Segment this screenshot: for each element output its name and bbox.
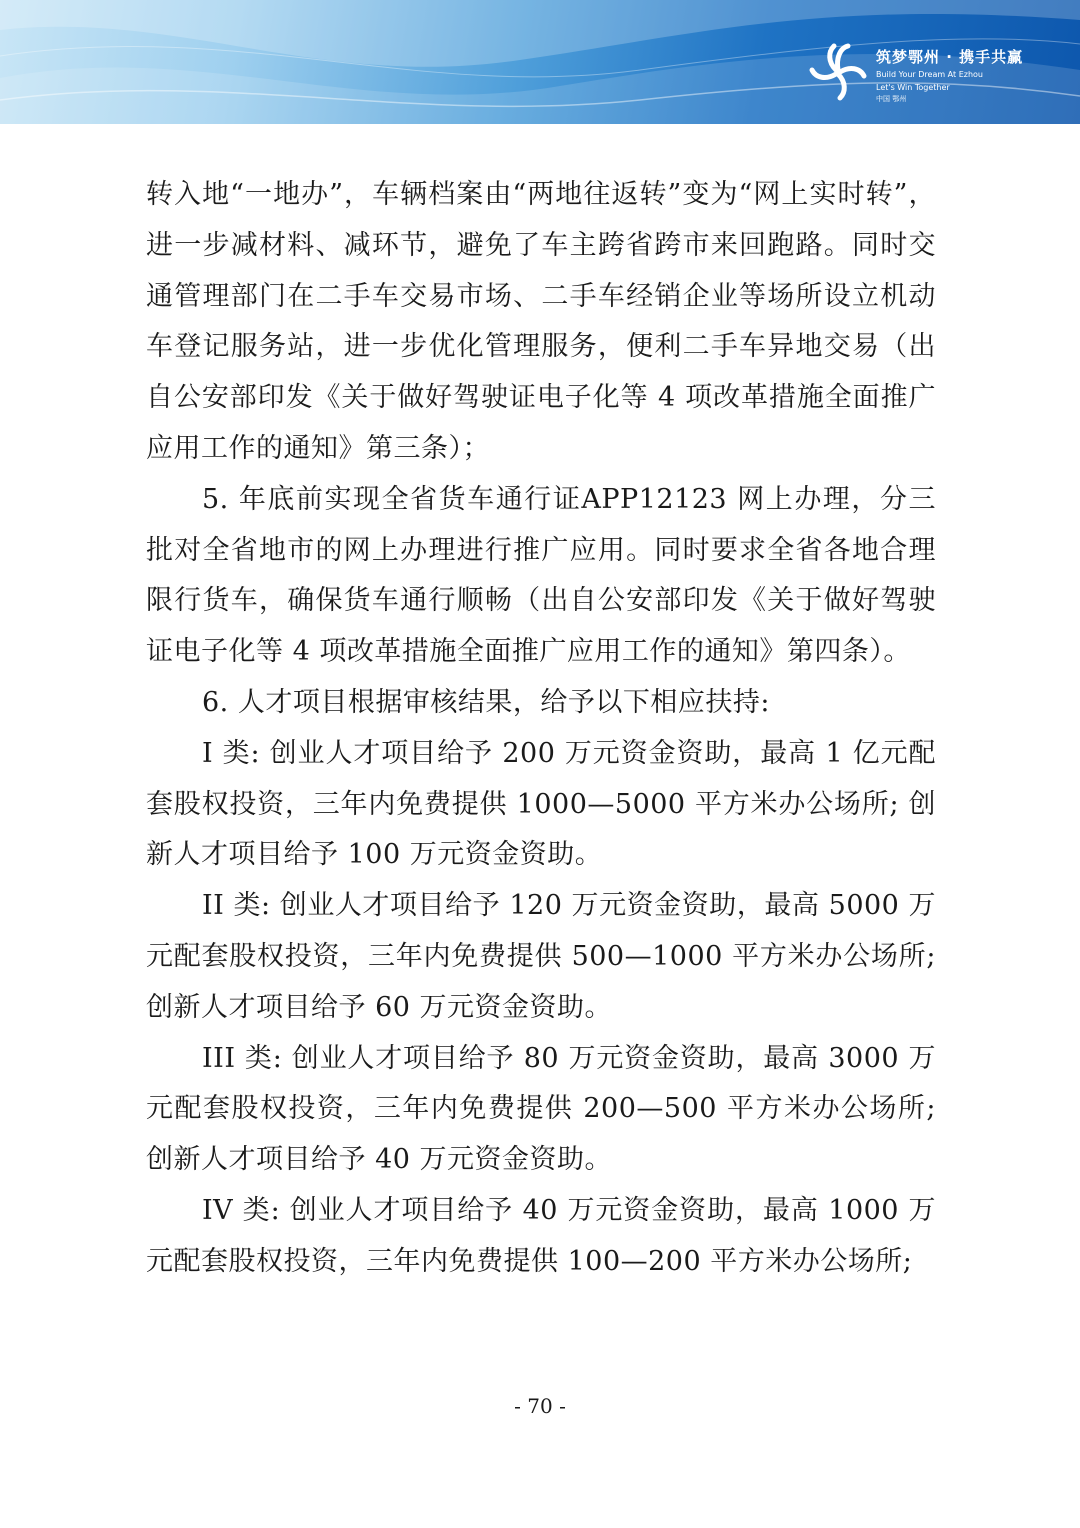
paragraph-class-iv: IV 类: 创业人才项目给予 40 万元资金资助，最高 1000 万元配套股权投资，三年内免费提供 100—200 平方米办公场所;	[146, 1194, 936, 1277]
paragraph-class-iii: III 类: 创业人才项目给予 80 万元资金资助，最高 3000 万元配套股权投资，三年内免费提供 200—500 平方米办公场所; 创新人才项目给予 40 万元资金资助。	[146, 1042, 936, 1176]
header-banner	[0, 0, 1080, 124]
paragraph-continuation: 转入地“一地办”，车辆档案由“两地往返转”变为“网上实时转”，进一步减材料、减环节，避免了车主跨省跨市来回跑路。同时交通管理部门在二手车交易市场、二手车经销企业等场所设立机动车登记服务站，进一步优化管理服务，便利二手车异地交易（出自公安部印发《关于做好驾驶证电子化等 4 项改革措施全面推广应用工作的通知》第三条）；	[146, 179, 936, 464]
logo-text-block	[876, 46, 1023, 104]
paragraph-item-5: 5. 年底前实现全省货车通行证APP12123 网上办理，分三批对全省地市的网上办理进行推广应用。同时要求全省各地合理限行货车，确保货车通行顺畅（出自公安部印发《关于做好驾驶证电子化等 4 项改革措施全面推广应用工作的通知》第四条）。	[146, 483, 936, 668]
slogan-english-line-1: Build Your Dream At Ezhou	[876, 70, 983, 79]
page-number: - 70 -	[514, 1394, 566, 1418]
document-body	[146, 170, 936, 1288]
paragraph-item-6: 6. 人才项目根据审核结果，给予以下相应扶持:	[202, 686, 770, 718]
flower-logo-icon	[806, 40, 870, 104]
slogan-city: 中国 鄂州	[876, 95, 907, 103]
slogan-english-line-2: Let's Win Together	[876, 83, 950, 92]
paragraph-class-i: I 类: 创业人才项目给予 200 万元资金资助，最高 1 亿元配套股权投资，三年内免费提供 1000—5000 平方米办公场所; 创新人才项目给予 100 万元资金资助。	[146, 737, 936, 871]
paragraph-class-ii: II 类: 创业人才项目给予 120 万元资金资助，最高 5000 万元配套股权投资，三年内免费提供 500—1000 平方米办公场所; 创新人才项目给予 60 万元资金资助。	[146, 890, 936, 1023]
slogan-chinese: 筑梦鄂州 · 携手共赢	[876, 48, 1024, 66]
